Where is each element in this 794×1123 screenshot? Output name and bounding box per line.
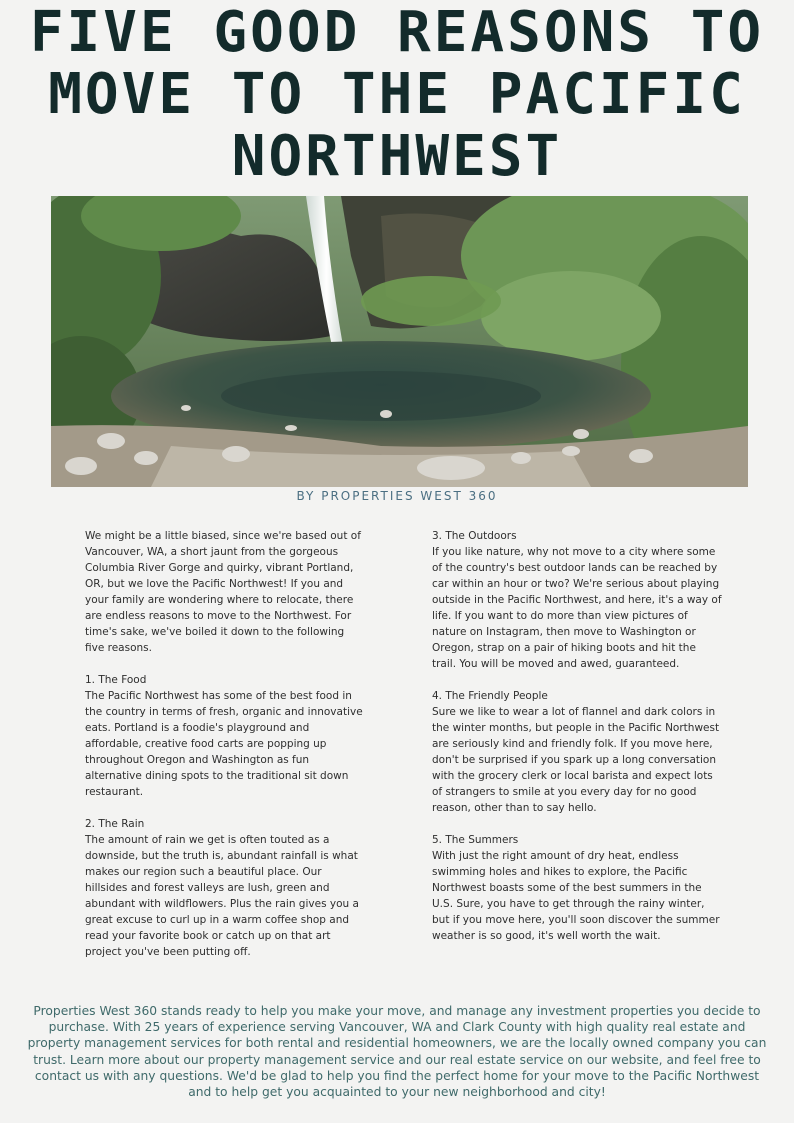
reason-friendly-people	[432, 688, 722, 816]
reason-outdoors	[432, 528, 722, 672]
reason-body: The amount of rain we get is often touted as a downside, but the truth is, abundant rainfall is what makes our region such a beautiful place. Our hillsides and forest valleys are lush, green and abundant with wildflowers. Plus the rain gives you a great excuse to curl up in a warm coffee shop and read your favorite book or catch up on that art project you've been putting off.	[85, 834, 359, 958]
reason-body: The Pacific Northwest has some of the best food in the country in terms of fresh, organic and innovative eats. Portland is a foodie's playground and affordable, creative food carts are popping up throughout Oregon and Washington as fun alternative dining spots to the traditional sit down restaurant.	[85, 690, 363, 798]
reason-body: If you like nature, why not move to a city where some of the country's best outdoor lands can be reached by car within an hour or two? We're serious about playing outside in the Pacific Northwest, and here, it's a way of life. If you want to do more than view pictures of nature on Instagram, then move to Washington or Oregon, strap on a pair of hiking boots and hit the trail. You will be moved and awed, guaranteed.	[432, 546, 722, 670]
intro-paragraph: We might be a little biased, since we're based out of Vancouver, WA, a short jaunt from the gorgeous Columbia River Gorge and quirky, vibrant Portland, OR, but we love the Pacific Northwest! If you and your family are wondering where to relocate, there are endless reasons to move to the Northwest. For time's sake, we've boiled it down to the following five reasons.	[85, 530, 361, 654]
title-line-3: NORTHWEST	[231, 124, 563, 189]
reason-body: With just the right amount of dry heat, endless swimming holes and hikes to explore, the Pacific Northwest boasts some of the best summers in the U.S. Sure, you have to get through the rainy winter, but if you move here, you'll soon discover the summer weather is so good, it's well worth the wait.	[432, 850, 720, 942]
title-line-1: FIVE GOOD REASONS TO	[29, 0, 765, 65]
reason-summers	[432, 832, 722, 944]
reason-heading: 2. The Rain	[85, 818, 145, 830]
reason-rain	[85, 816, 365, 960]
reason-heading: 1. The Food	[85, 674, 147, 686]
reason-heading: 3. The Outdoors	[432, 530, 517, 542]
reason-food	[85, 672, 365, 800]
page-title	[0, 0, 794, 188]
waterfall-photo	[51, 196, 748, 487]
right-column	[432, 528, 722, 960]
reason-body: Sure we like to wear a lot of flannel and dark colors in the winter months, but people in the Pacific Northwest are seriously kind and friendly folk. If you move here, don't be surprised if you spark up a long conversation with the grocery clerk or local barista and expect lots of strangers to smile at you every day for no good reason, other than to say hello.	[432, 706, 720, 814]
byline: BY PROPERTIES WEST 360	[296, 489, 498, 503]
reason-heading: 4. The Friendly People	[432, 690, 548, 702]
title-line-2: MOVE TO THE PACIFIC	[48, 62, 746, 127]
reason-heading: 5. The Summers	[432, 834, 519, 846]
left-column	[85, 528, 365, 976]
closing-paragraph: Properties West 360 stands ready to help you make your move, and manage any investment properties you decide to purchase. With 25 years of experience serving Vancouver, WA and Clark County with high quality real estate and property management services for both rental and residential homeowners, we are the locally owned company you can trust. Learn more about our property management service and our real estate service on our website, and feel free to contact us with any questions. We'd be glad to help you find the perfect home for your move to the Pacific Northwest and to help get you acquainted to your new neighborhood and city!	[27, 1004, 767, 1100]
